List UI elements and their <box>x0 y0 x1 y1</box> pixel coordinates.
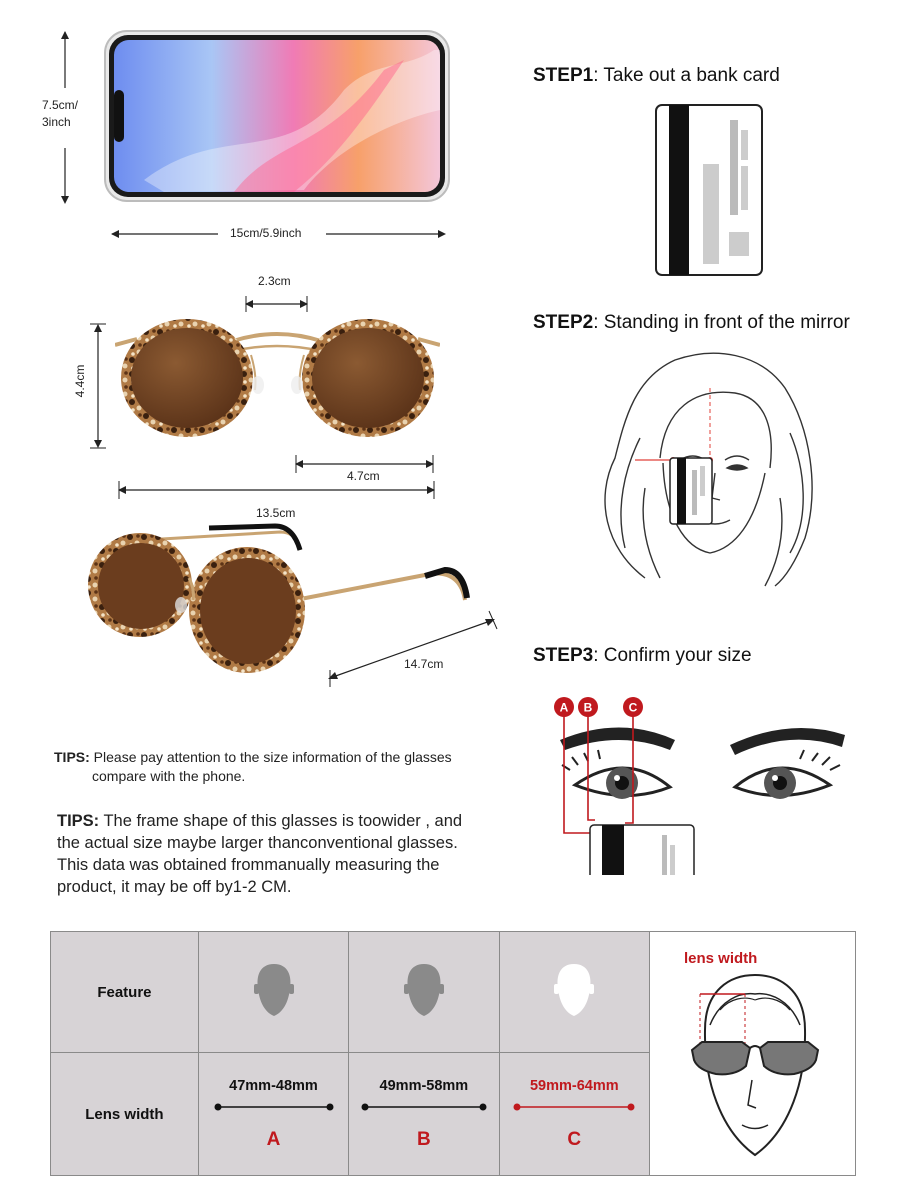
marker-c: C <box>628 700 638 715</box>
lens-width-row-label: Lens width <box>51 1053 199 1176</box>
phone-illustration <box>104 30 450 202</box>
temple-length-label: 14.7cm <box>404 657 444 671</box>
step1-prefix: STEP1 <box>533 65 594 86</box>
size-bar-a <box>214 1100 334 1114</box>
size-range-c: 59mm-64mm <box>529 1077 619 1094</box>
head-silhouette-cell <box>349 932 499 1053</box>
tips-phone-compare <box>54 748 494 786</box>
tips-frame-size <box>57 810 497 898</box>
step1-text: : Take out a bank card <box>593 65 780 86</box>
temple-length-arrow <box>325 608 500 688</box>
step2-title <box>533 312 850 334</box>
tips-text-line2: the actual size maybe larger thanconventional glasses. <box>57 834 458 852</box>
head-silhouette-icon <box>254 962 294 1018</box>
bank-card-illustration <box>655 104 763 276</box>
face-glasses-icon <box>690 970 820 1170</box>
phone-height-label-line1: 7.5cm/ <box>42 98 79 112</box>
size-bar-b <box>361 1100 487 1114</box>
frame-width-label: 13.5cm <box>256 506 296 520</box>
front-glasses-illustration <box>115 315 440 440</box>
step3-title <box>533 645 752 667</box>
lens-width-label: 4.7cm <box>347 469 380 483</box>
head-silhouette-icon <box>404 962 444 1018</box>
tips-text-line4: product, it may be off by1-2 CM. <box>57 878 292 896</box>
tips-prefix: TIPS: <box>57 812 100 830</box>
mirror-measure-illustration <box>585 348 830 588</box>
size-range-a: 47mm-48mm <box>229 1077 318 1094</box>
step2-text: : Standing in front of the mirror <box>593 312 850 333</box>
bridge-arrow <box>244 296 310 312</box>
step3-text: : Confirm your size <box>593 645 752 666</box>
tips-text-line2: compare with the phone. <box>92 768 246 784</box>
head-silhouette-cell <box>499 932 649 1053</box>
phone-height-label-line2: 3inch <box>42 115 71 129</box>
lens-width-illustration-label: lens width <box>683 950 758 967</box>
size-letter-b: B <box>417 1128 431 1150</box>
lens-height-arrow <box>88 323 108 449</box>
eyes-measure-illustration <box>550 695 850 875</box>
step2-prefix: STEP2 <box>533 312 594 333</box>
bridge-label: 2.3cm <box>258 274 291 288</box>
size-option-c <box>499 1053 649 1176</box>
feature-label: Feature <box>51 932 199 1053</box>
tips-prefix: TIPS: <box>54 749 90 765</box>
phone-height-label <box>42 97 78 131</box>
marker-a: A <box>559 700 569 715</box>
phone-width-label: 15cm/5.9inch <box>230 226 302 240</box>
tips-text-line3: This data was obtained frommanually measuring the <box>57 856 440 874</box>
step3-prefix: STEP3 <box>533 645 594 666</box>
size-bar-c <box>513 1100 635 1114</box>
step1-title <box>533 65 780 87</box>
tips-text: The frame shape of this glasses is toowider , and <box>99 812 463 830</box>
tips-text: Please pay attention to the size information of the glasses <box>89 749 452 765</box>
head-silhouette-cell <box>198 932 348 1053</box>
head-silhouette-icon <box>554 962 594 1018</box>
size-table <box>50 931 856 1176</box>
frame-width-arrow <box>117 481 437 499</box>
size-option-a <box>198 1053 348 1176</box>
size-letter-c: C <box>567 1128 582 1150</box>
size-letter-a: A <box>266 1128 281 1150</box>
lens-height-label: 4.4cm <box>73 364 87 398</box>
marker-b: B <box>583 700 593 715</box>
size-range-b: 49mm-58mm <box>379 1077 469 1094</box>
lens-width-illustration-cell <box>649 932 855 1176</box>
size-option-b <box>349 1053 499 1176</box>
